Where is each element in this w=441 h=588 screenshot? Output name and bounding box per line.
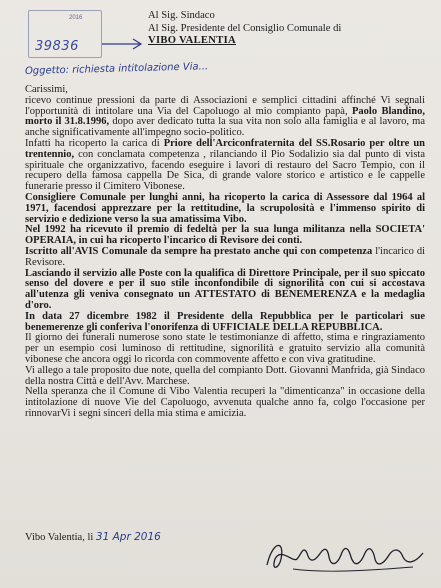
salutation: Carissimi, xyxy=(25,84,68,95)
paragraph: Lasciando il servizio alle Poste con la qualifica di Direttore Principale, per il suo spiccato senso del dovere e per il suo stile inconfondibile di signorilità con cui si accostava all'utenza gli veniva consegnato un ATTESTATO di BENEMERENZA e la medaglia d'oro. xyxy=(25,267,425,311)
protocol-stamp xyxy=(28,10,102,58)
paragraph: Iscritto all'AVIS Comunale da sempre ha prestato anche qui con competenza l'incarico di Revisore. xyxy=(25,245,425,268)
paragraph: Consigliere Comunale per lunghi anni, ha ricoperto la carica di Assessore dal 1964 al 1971, facendosi apprezzare per la rettitudine, la scrupolosità e l'immenso spirito di servizio e dedizione verso la sua amatissima Vibo. xyxy=(25,191,425,225)
arrow-icon xyxy=(100,38,144,50)
stamp-header: 2016 xyxy=(69,15,83,21)
protocol-number: 39836 xyxy=(35,39,79,54)
signature xyxy=(263,535,433,579)
recipient-line-2: Al Sig. Presidente del Consiglio Comunale di xyxy=(148,22,342,34)
paragraph: Nel 1992 ha ricevuto il premio di fedeltà per la sua lunga militanza nella SOCIETA' OPERAIA, in cui ha ricoperto l'incarico di Revisore dei conti. xyxy=(25,224,425,247)
paragraph: Vi allego a tale proposito due note, quella del compianto Dott. Giovanni Manfrida, già Sindaco della nostra Città e dell'Avv. Marchese. xyxy=(25,364,425,387)
closing-place: Vibo Valentia, li xyxy=(25,532,94,543)
recipient-block xyxy=(148,10,341,48)
recipient-line-1: Al Sig. Sindaco xyxy=(148,10,215,21)
paragraph: In data 27 dicembre 1982 il Presidente della Repubblica per le particolari sue benemerenze gli conferiva l'onorifenza di UFFICIALE DELLA REPUBBLICA. xyxy=(25,310,425,333)
recipient-city: VIBO VALENTIA xyxy=(148,35,236,47)
handwritten-subject: Oggetto: richiesta intitolazione Via... xyxy=(24,61,209,77)
closing-date: 31 Apr 2016 xyxy=(95,531,161,543)
paragraph: Il giorno dei funerali numerose sono state le testimonianze di affetto, stima e ringraziamento per un esempio così luminoso di rettitudine, signorilità e gratuito servizio alla comunità vibonese che ancora oggi lo ricorda con commovente affetto e con viva gratitudine. xyxy=(25,332,425,365)
closing-line xyxy=(25,531,161,543)
letter-body xyxy=(25,85,425,420)
paragraph: Nella speranza che il Comune di Vibo Valentia recuperi la "dimenticanza" in occasione della intitolazione di nuove Vie del Capoluogo, avvenuta qualche anno fa, colgo l'occasione per rinnovarVi i segni sinceri della mia stima e amicizia. xyxy=(25,386,425,419)
paragraph: ricevo continue pressioni da parte di Associazioni e semplici cittadini affinché Vi segnali l'opportunità di intitolare una Via del Capoluogo al mio compianto papà, Paolo Blandino, morto il 31.8.1996, dopo aver dedicato tutta la sua vita non solo alla famiglia e al lavoro, ma anche significativamente all'impegno socio-politico. xyxy=(25,94,425,139)
paragraph: Infatti ha ricoperto la carica di Priore dell'Arciconfraternita del SS.Rosario per oltre un trentennio, con conclamata competenza , rilanciando il Pio Sodalizio sia dal punto di vista spirituale che organizzativo, facendo eseguire i lavori di restauro del Sacro Tempio, con il recupero della famosa cappella De Sica, di grande valore storico e artistico e le cappelle funerarie presso il Cimitero Vibonese. xyxy=(25,137,426,193)
